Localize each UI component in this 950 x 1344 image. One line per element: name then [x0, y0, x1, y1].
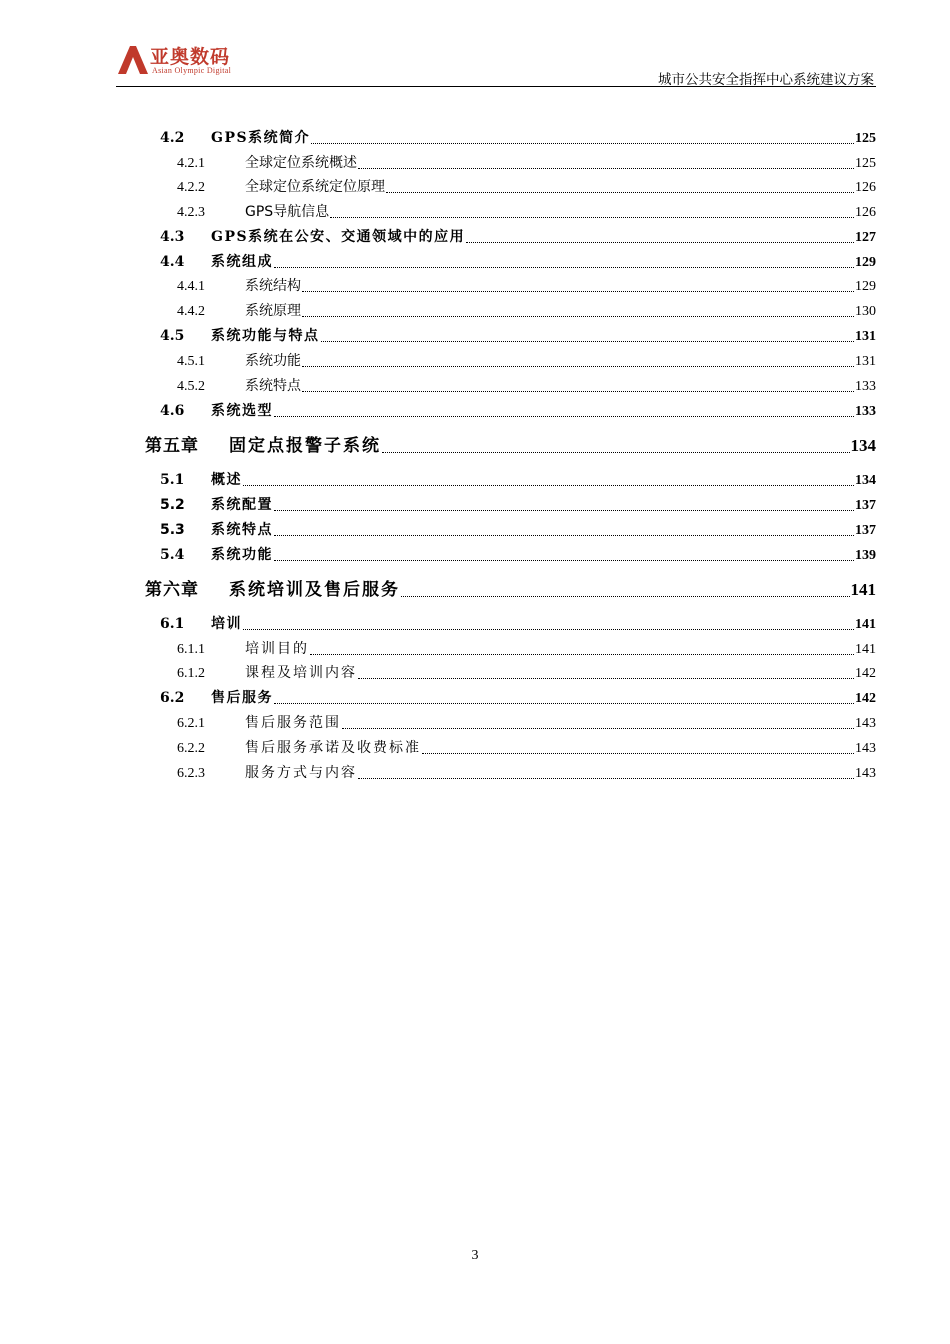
- toc-entry[interactable]: [160, 251, 876, 273]
- toc-entry-title: 系统选型: [211, 403, 273, 419]
- toc-entry-title: 课程及培训内容: [245, 665, 357, 681]
- header-divider: [116, 86, 876, 87]
- toc-entry-number: 4.6: [160, 403, 185, 419]
- toc-entry[interactable]: [160, 469, 876, 491]
- toc-entry-page: 134: [850, 436, 876, 455]
- toc-entry-title: 系统配置: [211, 497, 273, 513]
- toc-entry-page: 139: [855, 548, 876, 563]
- toc-dot-leader: [302, 352, 854, 367]
- toc-entry-page: 141: [850, 580, 876, 599]
- toc-entry-page: 129: [855, 279, 876, 294]
- toc-dot-leader: [243, 471, 854, 486]
- toc-entry[interactable]: [160, 400, 876, 422]
- toc-entry-number: 4.2: [160, 130, 185, 146]
- toc-entry-number: 第六章: [145, 580, 199, 600]
- toc-entry-title: 售后服务: [211, 690, 273, 706]
- toc-entry-page: 142: [855, 691, 876, 706]
- toc-entry-number: 6.1.1: [177, 642, 205, 657]
- toc-dot-leader: [342, 714, 854, 729]
- toc-entry[interactable]: [160, 519, 876, 541]
- toc-dot-leader: [422, 739, 854, 754]
- toc-entry[interactable]: [177, 737, 876, 759]
- toc-entry[interactable]: [160, 687, 876, 709]
- toc-entry[interactable]: [160, 494, 876, 516]
- toc-dot-leader: [330, 203, 854, 218]
- toc-entry-title: 系统培训及售后服务: [229, 580, 400, 600]
- toc-entry[interactable]: [177, 176, 876, 198]
- toc-dot-leader: [466, 228, 854, 243]
- toc-entry-number: 4.5.2: [177, 379, 205, 394]
- toc-entry-page: 143: [855, 766, 876, 781]
- toc-dot-leader: [310, 640, 854, 655]
- toc-entry-title: 售后服务承诺及收费标准: [245, 740, 421, 756]
- toc-entry-number: 6.2: [160, 690, 185, 706]
- toc-entry-number: 5.3: [160, 522, 185, 538]
- toc-entry-title: 概述: [211, 472, 242, 488]
- toc-dot-leader: [302, 302, 854, 317]
- toc-entry-page: 141: [855, 617, 876, 632]
- toc-entry-title: 售后服务范围: [245, 715, 341, 731]
- toc-entry[interactable]: [160, 127, 876, 149]
- toc-entry-number: 5.4: [160, 547, 185, 563]
- toc-entry-title: 全球定位系统概述: [245, 155, 357, 171]
- toc-entry-number: 6.2.3: [177, 766, 205, 781]
- toc-entry-title: 系统功能与特点: [211, 328, 320, 344]
- toc-dot-leader: [358, 664, 854, 679]
- toc-entry-title: GPS系统在公安、交通领域中的应用: [211, 229, 466, 245]
- page-header: [0, 0, 950, 90]
- toc-entry-title: 系统特点: [211, 522, 273, 538]
- toc-dot-leader: [302, 377, 854, 392]
- toc-entry-title: 系统组成: [211, 254, 273, 270]
- toc-entry-number: 4.4: [160, 254, 185, 270]
- toc-dot-leader: [243, 615, 854, 630]
- toc-dot-leader: [274, 689, 854, 704]
- toc-entry-title: 系统功能: [245, 353, 301, 369]
- toc-entry-number: 4.2.1: [177, 156, 205, 171]
- toc-entry-page: 141: [855, 642, 876, 657]
- toc-entry-page: 125: [855, 131, 876, 146]
- toc-entry[interactable]: [177, 201, 876, 223]
- toc-dot-leader: [321, 327, 855, 342]
- toc-entry-number: 6.2.2: [177, 741, 205, 756]
- toc-entry[interactable]: [177, 712, 876, 734]
- toc-entry-page: 131: [855, 354, 876, 369]
- toc-entry-page: 133: [855, 379, 876, 394]
- toc-entry-page: 126: [855, 180, 876, 195]
- toc-entry[interactable]: [160, 226, 876, 248]
- toc-entry-title: 系统功能: [211, 547, 273, 563]
- toc-dot-leader: [401, 580, 850, 597]
- toc-entry-page: 142: [855, 666, 876, 681]
- toc-entry-number: 第五章: [145, 436, 199, 456]
- logo-text-cn: 亚奥数码: [150, 46, 231, 68]
- toc-entry[interactable]: [177, 638, 876, 660]
- toc-entry-title: 系统特点: [245, 378, 301, 394]
- toc-dot-leader: [274, 546, 854, 561]
- toc-dot-leader: [358, 154, 854, 169]
- toc-entry[interactable]: [177, 350, 876, 372]
- toc-entry-page: 127: [855, 230, 876, 245]
- toc-entry-number: 5.2: [160, 497, 185, 513]
- toc-dot-leader: [382, 436, 850, 453]
- toc-entry-number: 4.5.1: [177, 354, 205, 369]
- toc-entry-page: 134: [855, 473, 876, 488]
- toc-entry[interactable]: [177, 375, 876, 397]
- page-number: 3: [471, 1248, 479, 1263]
- toc-entry-number: 4.3: [160, 229, 185, 245]
- toc-entry-number: 4.2.3: [177, 205, 205, 220]
- toc-dot-leader: [274, 402, 854, 417]
- toc-entry[interactable]: [145, 577, 876, 603]
- toc-dot-leader: [274, 496, 854, 511]
- toc-entry[interactable]: [177, 662, 876, 684]
- toc-entry[interactable]: [160, 544, 876, 566]
- toc-dot-leader: [358, 764, 854, 779]
- toc-entry-page: 143: [855, 716, 876, 731]
- toc-entry-title: 固定点报警子系统: [229, 436, 381, 456]
- toc-entry-page: 137: [855, 498, 876, 513]
- toc-dot-leader: [274, 521, 854, 536]
- toc-entry[interactable]: [160, 325, 876, 347]
- toc-entry-title: GPS系统简介: [211, 130, 311, 146]
- document-title: 城市公共安全指挥中心系统建议方案: [658, 72, 874, 88]
- toc-entry-page: 131: [855, 329, 876, 344]
- toc-entry-title: 培训目的: [245, 641, 309, 657]
- toc-entry-title: 服务方式与内容: [245, 765, 357, 781]
- toc-entry-number: 6.1.2: [177, 666, 205, 681]
- toc-entry-page: 133: [855, 404, 876, 419]
- toc-entry-title: 全球定位系统定位原理: [245, 179, 385, 195]
- toc-entry-number: 5.1: [160, 472, 185, 488]
- toc-entry-title: 系统结构: [245, 278, 301, 294]
- toc-entry-number: 4.2.2: [177, 180, 205, 195]
- company-logo: [116, 42, 246, 78]
- toc-dot-leader: [386, 178, 854, 193]
- toc-entry-number: 4.5: [160, 328, 185, 344]
- toc-entry[interactable]: [177, 300, 876, 322]
- toc-entry-number: 4.4.1: [177, 279, 205, 294]
- logo-text-en: Asian Olympic Digital: [152, 66, 232, 75]
- toc-entry-page: 143: [855, 741, 876, 756]
- toc-entry-number: 6.2.1: [177, 716, 205, 731]
- toc-dot-leader: [302, 277, 854, 292]
- toc-entry[interactable]: [177, 152, 876, 174]
- toc-entry[interactable]: [177, 762, 876, 784]
- toc-entry-page: 129: [855, 255, 876, 270]
- toc-entry-page: 137: [855, 523, 876, 538]
- toc-entry-page: 126: [855, 205, 876, 220]
- toc-dot-leader: [311, 129, 854, 144]
- toc-entry-title: 培训: [211, 616, 242, 632]
- toc-entry-number: 4.4.2: [177, 304, 205, 319]
- toc-entry[interactable]: [160, 613, 876, 635]
- toc-entry-number: 6.1: [160, 616, 185, 632]
- toc-entry-title: 系统原理: [245, 303, 301, 319]
- toc-entry[interactable]: [145, 433, 876, 459]
- toc-entry-page: 130: [855, 304, 876, 319]
- toc-dot-leader: [274, 253, 854, 268]
- logo-a-icon: [116, 44, 150, 74]
- toc-entry-title: GPS导航信息: [245, 204, 330, 220]
- toc-entry-page: 125: [855, 156, 876, 171]
- toc-entry[interactable]: [177, 275, 876, 297]
